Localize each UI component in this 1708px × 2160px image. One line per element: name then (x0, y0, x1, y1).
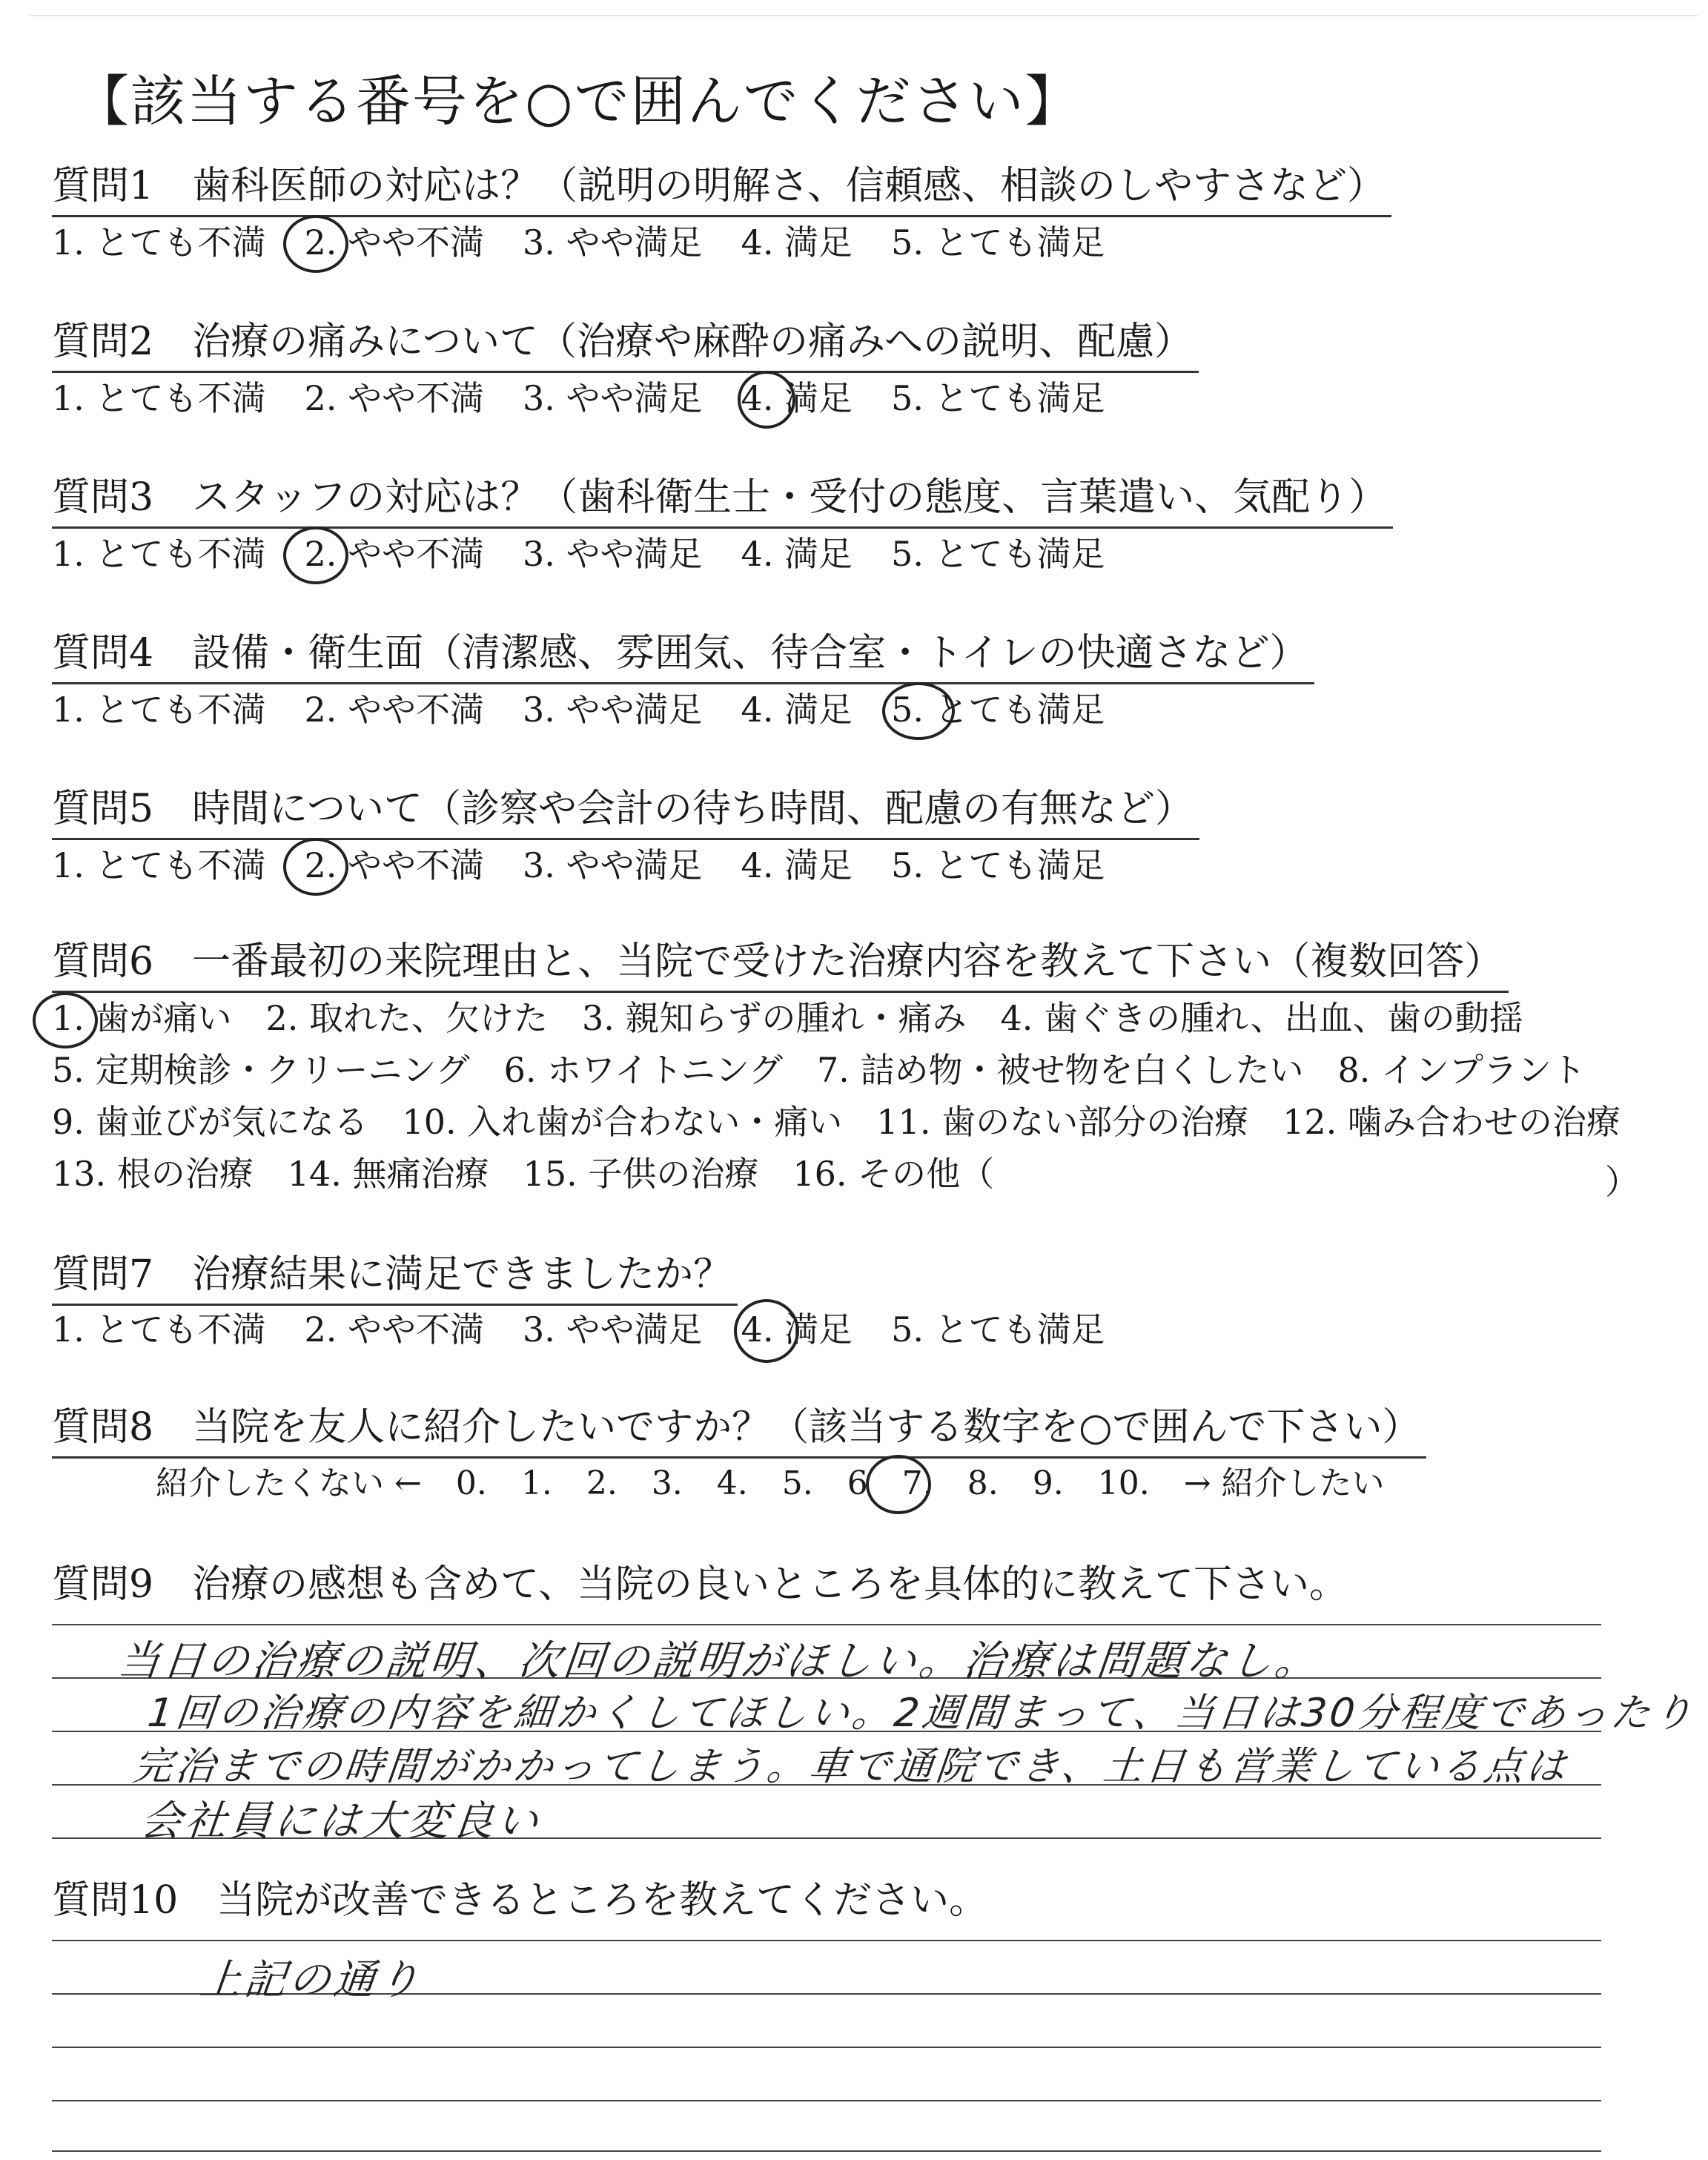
q2-option-4[interactable]: 4. 満足 (741, 378, 853, 418)
q3-option-4[interactable]: 4. 満足 (741, 534, 853, 574)
q10-answer-1: 上記の通り (197, 1956, 425, 2004)
q1-options (52, 224, 1144, 261)
q4-option-3[interactable]: 3. やや満足 (523, 690, 703, 730)
q9-answer-4: 会社員には大変良い (138, 1797, 543, 1846)
q7-option-2[interactable]: 2. やや不満 (304, 1309, 485, 1350)
q9-title: 質問9 治療の感想も含めて、当院の良いところを具体的に教えて下さい。 (52, 1562, 1348, 1607)
q10-title: 質問10 当院が改善できるところを教えてください。 (52, 1878, 988, 1923)
q1-title: 質問1 歯科医師の対応は？（説明の明解さ、信頼感、相談のしやすさなど） (52, 165, 1391, 217)
q7-title: 質問7 治療結果に満足できましたか？ (52, 1253, 738, 1306)
q2-title: 質問2 治療の痛みについて（治療や麻酔の痛みへの説明、配慮） (52, 320, 1199, 373)
q3-option-2[interactable]: 2. やや不満 (304, 534, 485, 574)
q3-option-1[interactable]: 1. とても不満 (52, 534, 266, 574)
q3-options (52, 535, 1144, 572)
q1-option-2[interactable]: 2. やや不満 (304, 222, 485, 262)
q6-row-2[interactable]: 5. 定期検診・クリーニング 6. ホワイトニング 7. 詰め物・被せ物を白くしたい 8. インプラント (52, 1050, 1586, 1090)
q8-title: 質問8 当院を友人に紹介したいですか？（該当する数字を○で囲んで下さい） (52, 1406, 1426, 1459)
q4-option-2[interactable]: 2. やや不満 (304, 690, 485, 730)
q8-scale-2[interactable]: 2. (586, 1464, 618, 1502)
q5-selection-circle (283, 838, 348, 896)
q3-option-5[interactable]: 5. とても満足 (891, 534, 1105, 574)
q8-scale-4[interactable]: 4. (716, 1464, 748, 1502)
top-border (30, 15, 1698, 16)
q5-option-1[interactable]: 1. とても不満 (52, 845, 266, 885)
q9-line-1 (52, 1624, 1601, 1625)
q5-option-4[interactable]: 4. 満足 (741, 845, 853, 885)
q2-option-5[interactable]: 5. とても満足 (891, 378, 1105, 418)
q6-row-3[interactable]: 9. 歯並びが気になる 10. 入れ歯が合わない・痛い 11. 歯のない部分の治療 12. 噛み合わせの治療 (52, 1102, 1621, 1142)
q8-selection-circle (866, 1455, 931, 1514)
q3-option-3[interactable]: 3. やや満足 (523, 534, 703, 574)
q4-title: 質問4 設備・衛生面（清潔感、雰囲気、待合室・トイレの快適さなど） (52, 632, 1314, 684)
q3-selection-circle (283, 526, 348, 584)
q2-options (52, 380, 1144, 417)
q1-option-3[interactable]: 3. やや満足 (523, 222, 703, 262)
q8-scale-0[interactable]: 0. (455, 1464, 487, 1502)
q5-title: 質問5 時間について（診察や会計の待ち時間、配慮の有無など） (52, 787, 1199, 840)
q8-scale-9[interactable]: 9. (1032, 1464, 1064, 1502)
q9-answer-1: 当日の治療の説明、次回の説明がほしい。治療は問題なし。 (116, 1637, 1322, 1685)
q4-option-5[interactable]: 5. とても満足 (891, 690, 1105, 730)
q6-other-close-paren: ） (1605, 1162, 1639, 1202)
q7-options (52, 1311, 1144, 1348)
q10-line-3 (52, 2047, 1601, 2048)
q2-option-3[interactable]: 3. やや満足 (523, 378, 703, 418)
q1-selection-circle (283, 215, 348, 273)
q8-right-label: → 紹介したい (1183, 1464, 1385, 1502)
q7-option-5[interactable]: 5. とても満足 (891, 1309, 1105, 1350)
q8-scale-10[interactable]: 10. (1097, 1464, 1150, 1502)
q6-title: 質問6 一番最初の来院理由と、当院で受けた治療内容を教えて下さい（複数回答） (52, 940, 1509, 993)
q5-options (52, 847, 1144, 884)
q5-option-3[interactable]: 3. やや満足 (523, 845, 703, 885)
q8-scale-6[interactable]: 6 (847, 1464, 868, 1502)
q8-scale (156, 1465, 1419, 1502)
q2-option-2[interactable]: 2. やや不満 (304, 378, 485, 418)
q8-scale-1[interactable]: 1. (520, 1464, 552, 1502)
q6-selection-circle (33, 992, 98, 1048)
q3-title: 質問3 スタッフの対応は？（歯科衛生士・受付の態度、言葉遣い、気配り） (52, 476, 1393, 529)
q10-line-1 (52, 1940, 1601, 1941)
q4-option-4[interactable]: 4. 満足 (741, 690, 853, 730)
q6-row-4[interactable]: 13. 根の治療 14. 無痛治療 15. 子供の治療 16. その他（ (52, 1154, 995, 1194)
page-header: 【該当する番号を○で囲んでください】 (74, 70, 1082, 133)
q1-option-1[interactable]: 1. とても不満 (52, 222, 266, 262)
q10-line-5 (52, 2150, 1601, 2152)
q8-scale-5[interactable]: 5. (781, 1464, 813, 1502)
q1-option-5[interactable]: 5. とても満足 (891, 222, 1105, 262)
q1-option-4[interactable]: 4. 満足 (741, 222, 853, 262)
q7-selection-circle (734, 1299, 799, 1363)
q10-line-4 (52, 2100, 1601, 2101)
q9-answer-2: 1回の治療の内容を細かくしてほしい。2週間まって、当日は30分程度であったり (145, 1691, 1698, 1736)
q6-row-1[interactable]: 1. 歯が痛い 2. 取れた、欠けた 3. 親知らずの腫れ・痛み 4. 歯ぐきの腫れ、出血、歯の動揺 (52, 998, 1523, 1038)
q9-answer-3: 完治までの時間がかかってしまう。車で通院でき、土日も営業している点は (130, 1744, 1571, 1789)
q8-scale-3[interactable]: 3. (651, 1464, 683, 1502)
q7-option-3[interactable]: 3. やや満足 (523, 1309, 703, 1350)
q8-scale-7[interactable]: 7. (901, 1464, 933, 1502)
q5-option-2[interactable]: 2. やや不満 (304, 845, 485, 885)
q2-selection-circle (738, 371, 795, 429)
q7-option-4[interactable]: 4. 満足 (741, 1309, 853, 1350)
q2-option-1[interactable]: 1. とても不満 (52, 378, 266, 418)
q5-option-5[interactable]: 5. とても満足 (891, 845, 1105, 885)
q7-option-1[interactable]: 1. とても不満 (52, 1309, 266, 1350)
q8-left-label: 紹介したくない ← (156, 1464, 422, 1502)
q4-options (52, 691, 1144, 728)
q4-selection-circle (882, 682, 955, 740)
q8-scale-8[interactable]: 8. (967, 1464, 999, 1502)
q4-option-1[interactable]: 1. とても不満 (52, 690, 266, 730)
